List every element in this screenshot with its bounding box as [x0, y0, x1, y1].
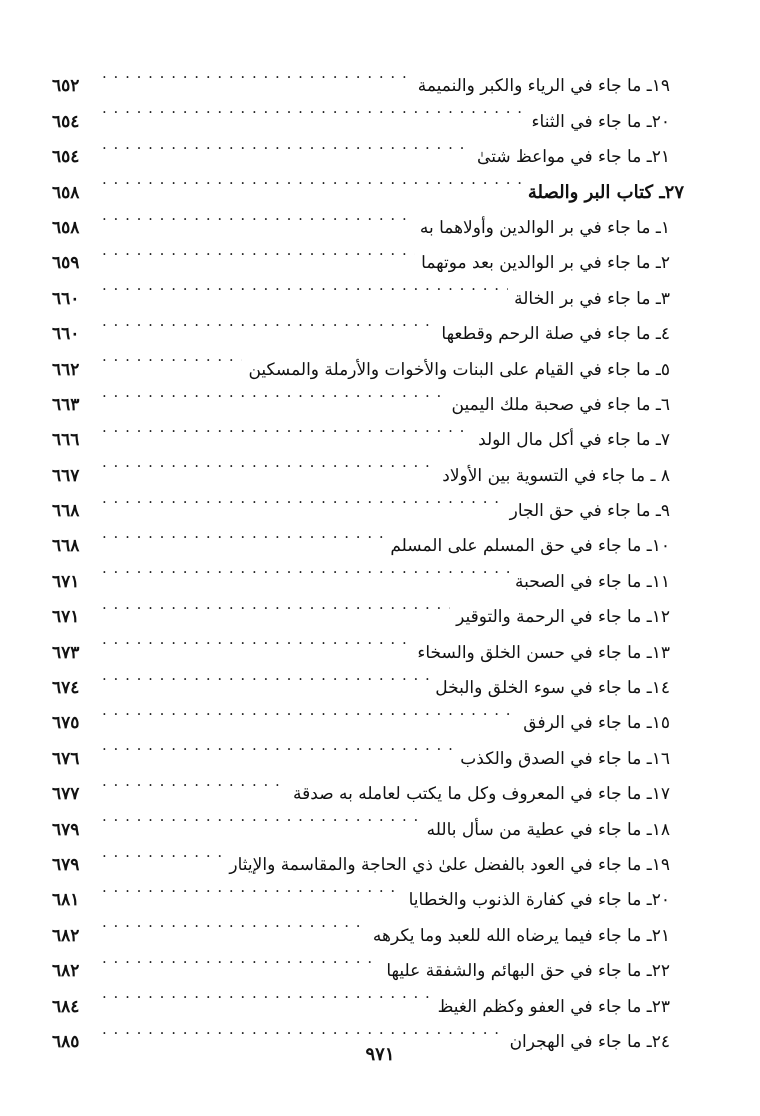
dot-leader [102, 445, 436, 480]
dot-leader [102, 870, 403, 905]
dot-leader [102, 56, 412, 91]
toc-entry-title: ١٤ـ ما جاء في سوء الخلق والبخل [435, 678, 670, 699]
toc-entry-page: ٦٧٦ [52, 748, 80, 769]
toc-entry-page: ٦٦٧ [52, 465, 80, 486]
toc-entry-title: ١١ـ ما جاء في الصحبة [515, 571, 670, 592]
toc-entry-page: ٦٧٩ [52, 854, 80, 875]
toc-entry-title: ٥ـ ما جاء في القيام على البنات والأخوات والأرملة والمسكين [248, 359, 670, 380]
toc-entry-title: ٨ ـ ما جاء في التسوية بين الأولاد [442, 465, 670, 486]
dot-leader [102, 268, 508, 303]
dot-leader [102, 693, 517, 728]
toc-entry-page: ٦٦٨ [52, 536, 80, 557]
toc-entry-page: ٦٦٠ [52, 288, 80, 309]
toc-entry-title: ٤ـ ما جاء في صلة الرحم وقطعها [441, 324, 670, 345]
toc-entry-page: ٦٦٢ [52, 359, 80, 380]
toc-entry-page: ٦٦٨ [52, 501, 80, 522]
toc-entry-title: ٢٧ـ كتاب البر والصلة [527, 181, 684, 203]
toc-entry-page: ٦٨٢ [52, 961, 80, 982]
dot-leader [102, 941, 380, 976]
toc-entry-title: ٢٠ـ ما جاء في الثناء [531, 111, 670, 132]
toc-entry-title: ٣ـ ما جاء في بر الخالة [514, 288, 670, 309]
toc-entry-title: ١٩ـ ما جاء في الرياء والكبر والنميمة [417, 76, 670, 97]
dot-leader [102, 658, 429, 693]
toc-entry-page: ٦٥٩ [52, 253, 80, 274]
toc-entry-page: ٦٧١ [52, 571, 80, 592]
dot-leader [102, 835, 223, 870]
toc-entry-page: ٦٥٨ [52, 217, 80, 238]
toc-entry-page: ٦٦٠ [52, 324, 80, 345]
toc-entry-title: ٢٤ـ ما جاء في الهجران [509, 1031, 670, 1052]
dot-leader [102, 481, 504, 516]
toc-entry-page: ٦٧١ [52, 607, 80, 628]
page-number: ٩٧١ [365, 1044, 395, 1065]
dot-leader [102, 516, 384, 551]
dot-leader [102, 198, 414, 233]
toc-entry-page: ٦٥٢ [52, 76, 80, 97]
dot-leader [102, 162, 522, 197]
toc-entry-title: ١٦ـ ما جاء في الصدق والكذب [460, 748, 670, 769]
toc-entry-title: ١٧ـ ما جاء في المعروف وكل ما يكتب لعامله به صدقة [293, 784, 670, 805]
toc-entry-title: ٢٢ـ ما جاء في حق البهائم والشفقة عليها [386, 961, 670, 982]
toc-entry-title: ٢١ـ ما جاء في مواعظ شتىٰ [477, 147, 670, 168]
dot-leader [102, 905, 367, 940]
toc-entry-title: ١ـ ما جاء في بر الوالدين وأولاهما به [419, 217, 670, 238]
toc-entry-title: ٢١ـ ما جاء فيما يرضاه الله للعبد وما يكرهه [372, 925, 670, 946]
toc-entry-title: ١٩ـ ما جاء في العود بالفضل علىٰ ذي الحاجة والمقاسمة والإيثار [229, 854, 670, 875]
toc-entry-row [52, 56, 684, 97]
toc-entry-page: ٦٨٢ [52, 925, 80, 946]
toc-entry-title: ٦ـ ما جاء في صحبة ملك اليمين [451, 394, 670, 415]
dot-leader [102, 799, 421, 834]
toc-entry-page: ٦٧٤ [52, 678, 80, 699]
toc-entry-page: ٦٥٤ [52, 147, 80, 168]
dot-leader [102, 764, 287, 799]
toc-entry-title: ١٢ـ ما جاء في الرحمة والتوقير [456, 607, 670, 628]
toc-entry-title: ١٠ـ ما جاء في حق المسلم على المسلم [390, 536, 670, 557]
dot-leader [102, 622, 411, 657]
toc-entry-page: ٦٧٧ [52, 784, 80, 805]
toc-entry-title: ٧ـ ما جاء في أكل مال الولد [478, 430, 670, 451]
toc-entry-title: ١٨ـ ما جاء في عطية من سأل بالله [426, 819, 670, 840]
toc-entry-page: ٦٥٨ [52, 182, 80, 203]
toc-entry-page: ٦٧٩ [52, 819, 80, 840]
dot-leader [102, 587, 450, 622]
toc-entry-page: ٦٥٤ [52, 111, 80, 132]
toc-entry-title: ٩ـ ما جاء في حق الجار [509, 501, 670, 522]
dot-leader [102, 233, 415, 268]
toc-entry-page: ٦٧٣ [52, 642, 80, 663]
dot-leader [102, 304, 435, 339]
dot-leader [102, 976, 432, 1011]
toc-entry-page: ٦٨٤ [52, 996, 80, 1017]
dot-leader [102, 339, 242, 374]
toc-entry-title: ١٥ـ ما جاء في الرفق [523, 713, 670, 734]
toc-entry-page: ٦٧٥ [52, 713, 80, 734]
toc-entry-page: ٦٦٦ [52, 430, 80, 451]
table-of-contents [52, 56, 684, 1052]
toc-entry-title: ٢٠ـ ما جاء في كفارة الذنوب والخطايا [408, 890, 670, 911]
dot-leader [102, 551, 509, 586]
dot-leader [102, 375, 446, 410]
toc-entry-page: ٦٦٣ [52, 394, 80, 415]
dot-leader [102, 410, 472, 445]
dot-leader [102, 728, 454, 763]
dot-leader [102, 127, 471, 162]
dot-leader [102, 91, 526, 126]
toc-entry-title: ٢ـ ما جاء في بر الوالدين بعد موتهما [421, 253, 670, 274]
toc-entry-page: ٦٨٥ [52, 1031, 80, 1052]
toc-entry-page: ٦٨١ [52, 890, 80, 911]
toc-entry-title: ١٣ـ ما جاء في حسن الخلق والسخاء [417, 642, 670, 663]
dot-leader [102, 1012, 504, 1047]
toc-entry-title: ٢٣ـ ما جاء في العفو وكظم الغيظ [437, 996, 670, 1017]
